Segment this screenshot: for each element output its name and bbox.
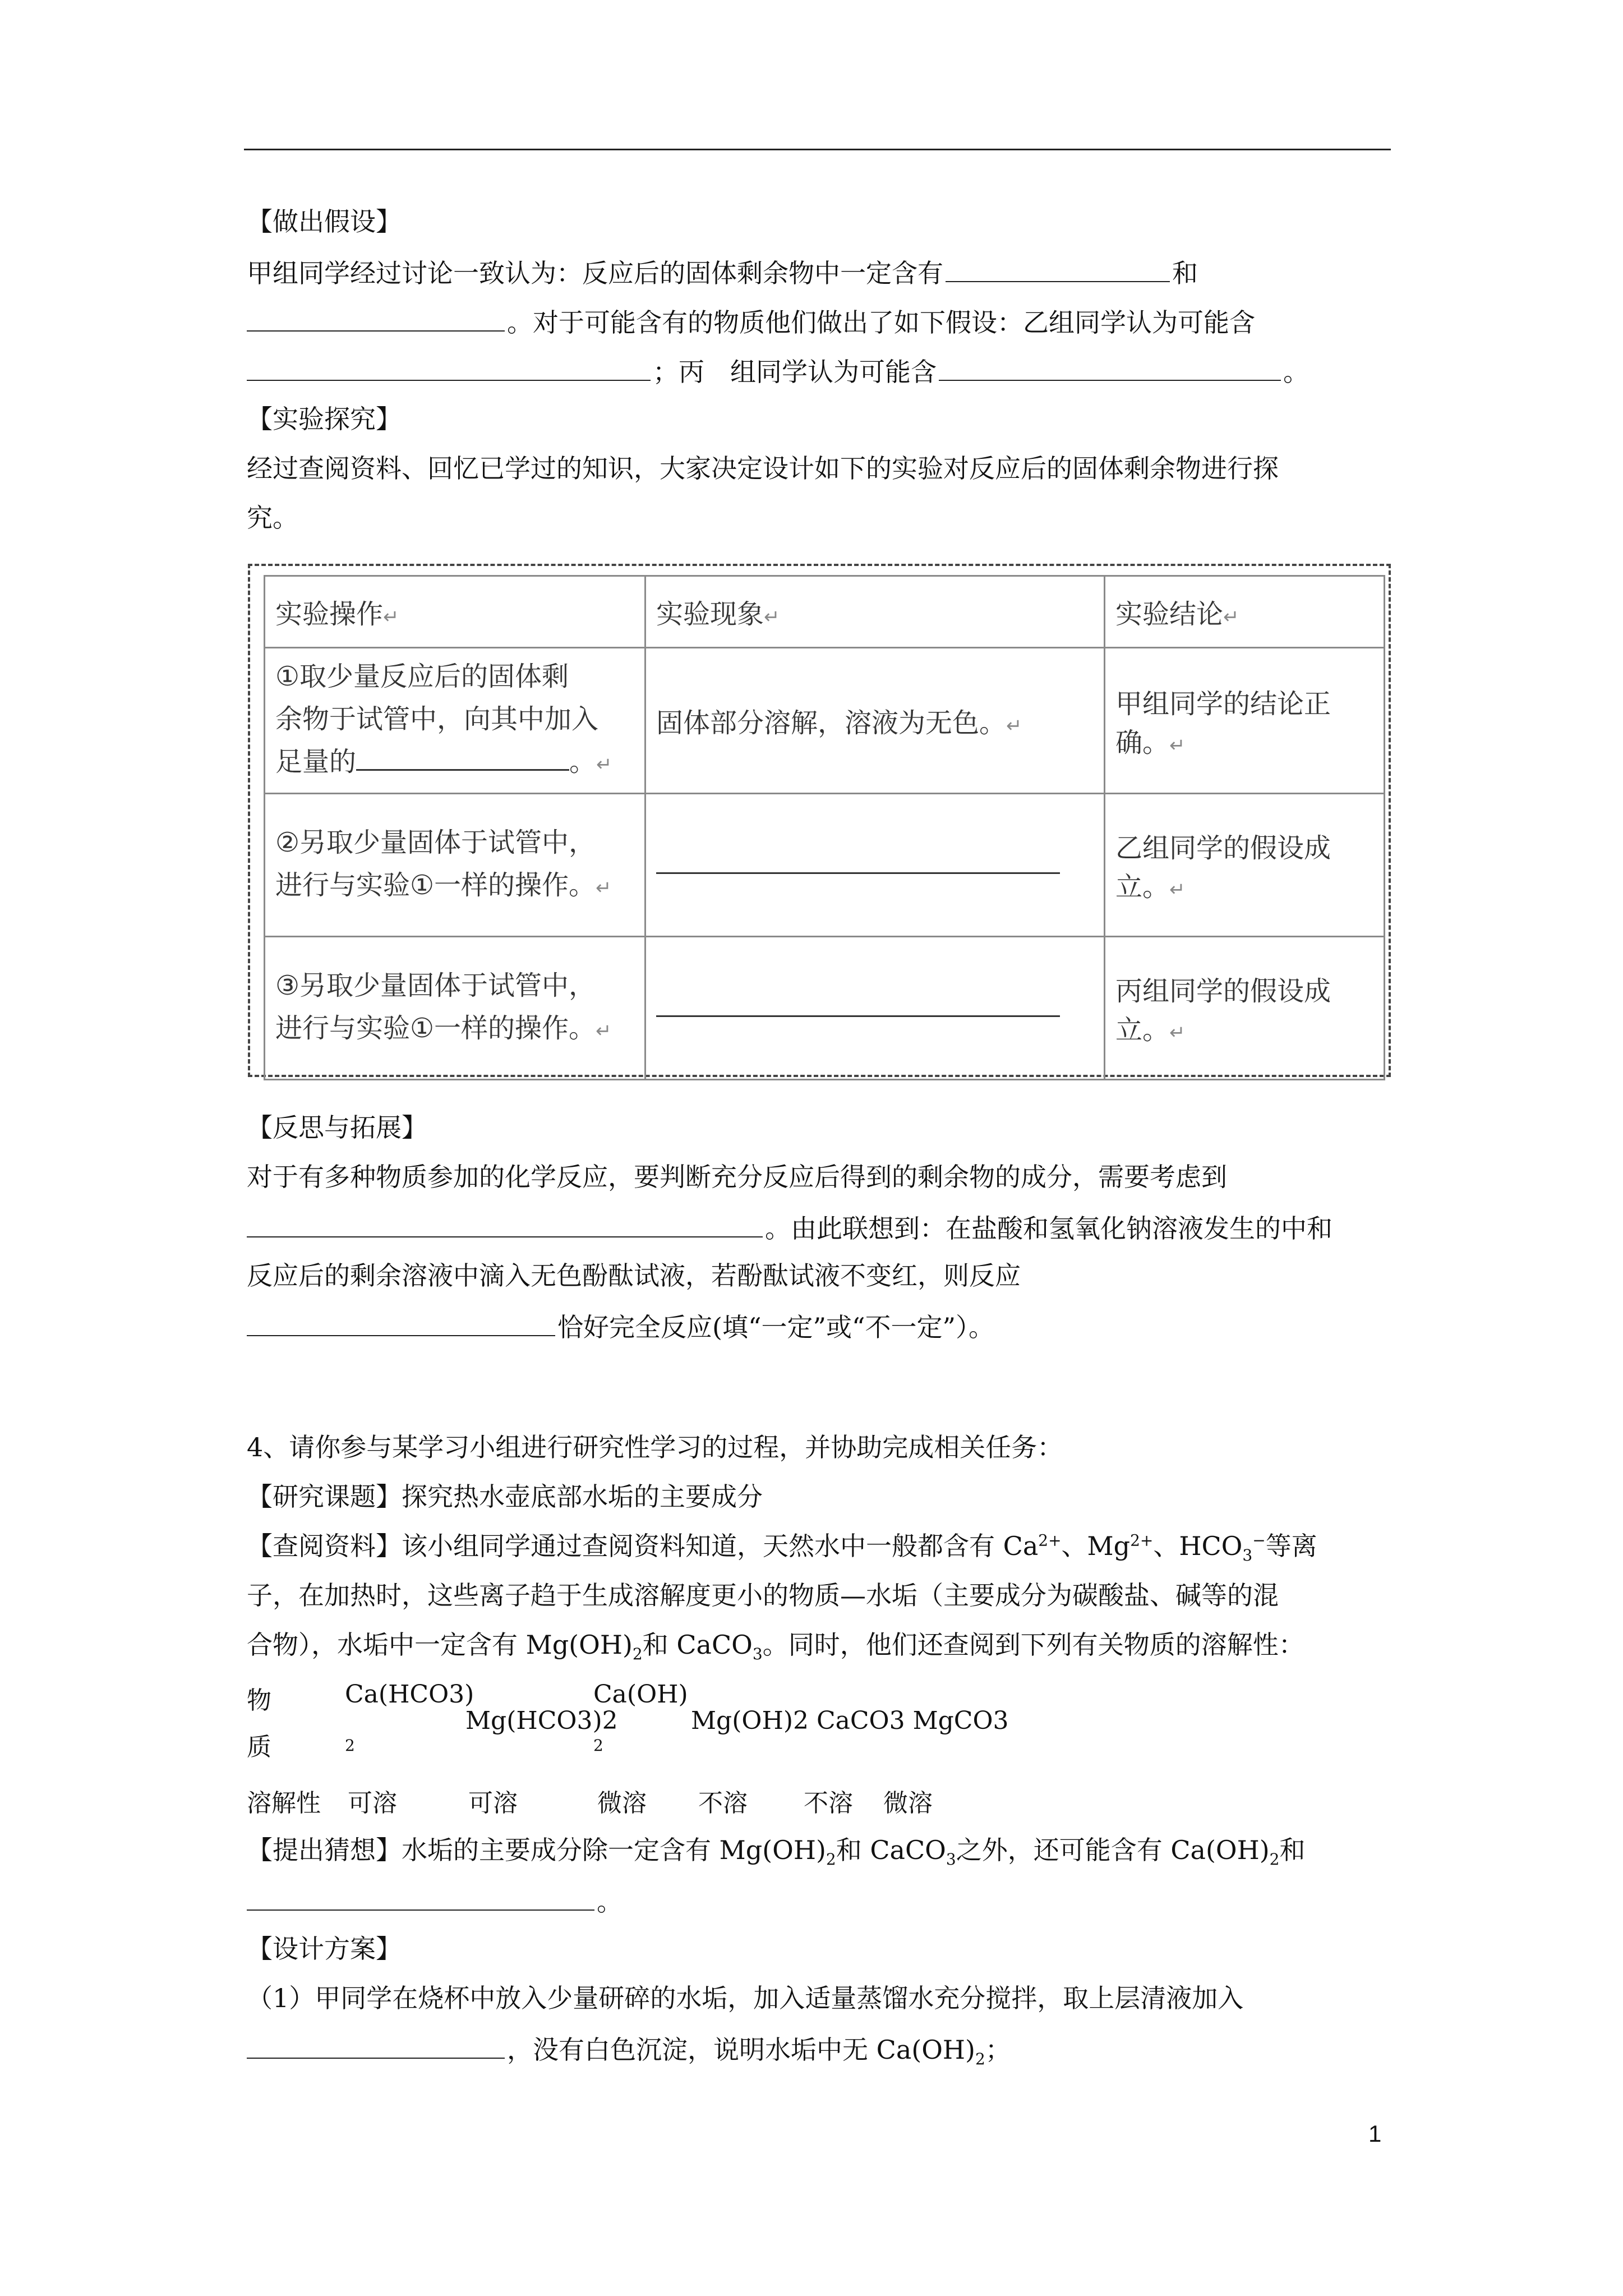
solubility-label-b: 质 [247,1733,271,1761]
table-row [265,794,1385,937]
solubility-col-ca-oh: Ca(OH) [593,1680,688,1709]
table-row [265,648,1385,794]
q4-reference-line-3: 合物），水垢中一定含有 $Mg(OH)_2$和 CaCO$_3$。同时，他们还查阅到下列有关物质的溶解性： [247,1630,1304,1664]
table-header-row [265,576,1385,648]
solubility-col-others: Mg(OH)2 CaCO3 MgCO3 [691,1706,1009,1735]
q4-design-line-1: （1）甲同学在烧杯中放入少量研碎的水垢，加入适量蒸馏水充分搅拌，取上层清液加入 [247,1983,1244,2013]
q4-design-line-2: ，没有白色沉淀，说明水垢中无 $Ca(OH)_2$； [247,2031,1011,2067]
page-number: 1 [1368,2120,1382,2147]
solubility-value: 可溶 [468,1789,518,1818]
solubility-value: 微溶 [883,1789,933,1818]
section-title-design: 【设计方案】 [247,1934,402,1964]
row3-operation: ③另取少量固体于试管中， 进行与实验①一样的操作。↵ [265,937,645,1080]
reflection-line-4: 恰好完全反应(填“一定”或“不一定”）。 [247,1308,994,1344]
reflection-line-3: 反应后的剩余溶液中滴入无色酚酞试液，若酚酞试液不变红，则反应 [247,1260,1021,1291]
answer-blank[interactable] [247,1209,763,1237]
explore-text-1: 经过查阅资料、回忆已学过的知识，大家决定设计如下的实验对反应后的固体剩余物进行探 [247,453,1279,484]
solubility-col-ca-hco3: Ca(HCO3) [345,1680,474,1709]
header-rule [244,149,1391,150]
row2-phenomenon [645,794,1105,937]
row3-phenomenon [645,937,1105,1080]
answer-blank[interactable] [247,1308,555,1336]
answer-blank[interactable] [939,353,1281,381]
table-row [265,937,1385,1080]
section-title-hypothesis: 【做出假设】 [247,206,402,237]
section-title-explore: 【实验探究】 [247,404,402,434]
q4-topic: 【研究课题】探究热水壶底部水垢的主要成分 [247,1481,763,1512]
explore-text-2: 究。 [247,503,298,533]
q4-reference-line-1: 【查阅资料】该小组同学通过查阅资料知道，天然水中一般都含有 $Ca^{2+}$、$Mg^{2+}$、$HCO_3^-$等离 [247,1531,1317,1565]
row1-phenomenon: 固体部分溶解，溶液为无色。↵ [645,648,1105,794]
header-operation: 实验操作↵ [265,576,645,648]
row2-conclusion: 乙组同学的假设成立。↵ [1105,794,1385,937]
row1-operation: ①取少量反应后的固体剩 余物于试管中，向其中加入 足量的 。↵ [265,648,645,794]
solubility-row-label: 溶解性 [247,1789,321,1818]
solubility-col-mg-hco3: Mg(HCO3)2 [465,1706,618,1735]
row3-conclusion: 丙组同学的假设成立。↵ [1105,937,1385,1080]
q4-reference-line-2: 子，在加热时，这些离子趋于生成溶解度更小的物质—水垢（主要成分为碳酸盐、碱等的混 [247,1580,1279,1611]
reflection-line-1: 对于有多种物质参加的化学反应，要判断充分反应后得到的剩余物的成分，需要考虑到 [247,1162,1227,1192]
solubility-value: 可溶 [348,1789,397,1818]
solubility-label-a: 物 [247,1686,271,1715]
header-phenomenon: 实验现象↵ [645,576,1105,648]
answer-blank[interactable] [247,2031,505,2059]
row1-conclusion: 甲组同学的结论正确。↵ [1105,648,1385,794]
hypothesis-line-1: 甲组同学经过讨论一致认为：反应后的固体剩余物中一定含有 和 [247,254,1198,290]
reflection-line-2: 。由此联想到：在盐酸和氢氧化钠溶液发生的中和 [247,1209,1332,1245]
answer-blank[interactable] [247,303,505,332]
solubility-value: 不溶 [698,1789,748,1818]
solubility-col-subscript: 2 [345,1736,355,1755]
q4-guess-line-2: 。 [247,1883,623,1918]
row2-operation: ②另取少量固体于试管中， 进行与实验①一样的操作。↵ [265,794,645,937]
section-title-reflection: 【反思与拓展】 [247,1112,427,1143]
q4-intro: 4、请你参与某学习小组进行研究性学习的过程，并协助完成相关任务： [247,1432,1063,1462]
q4-guess-line-1: 【提出猜想】水垢的主要成分除一定含有 $Mg(OH)_2$和 CaCO$_3$之外，还可能含有 $Ca(OH)_2$和 [247,1835,1306,1869]
hypothesis-line-3: ；丙 组同学认为可能含 。 [247,353,1309,389]
solubility-value: 不溶 [804,1789,853,1818]
answer-blank[interactable] [946,254,1170,282]
header-conclusion: 实验结论↵ [1105,576,1385,648]
hypothesis-line-2: 。对于可能含有的物质他们做出了如下假设：乙组同学认为可能含 [247,303,1255,339]
answer-blank[interactable] [247,1883,594,1911]
answer-blank[interactable] [356,747,569,771]
experiment-table [264,575,1385,1080]
answer-blank[interactable] [656,870,1060,874]
answer-blank[interactable] [656,1013,1060,1017]
solubility-col-subscript: 2 [593,1736,603,1755]
solubility-value: 微溶 [597,1789,647,1818]
answer-blank[interactable] [247,353,651,381]
